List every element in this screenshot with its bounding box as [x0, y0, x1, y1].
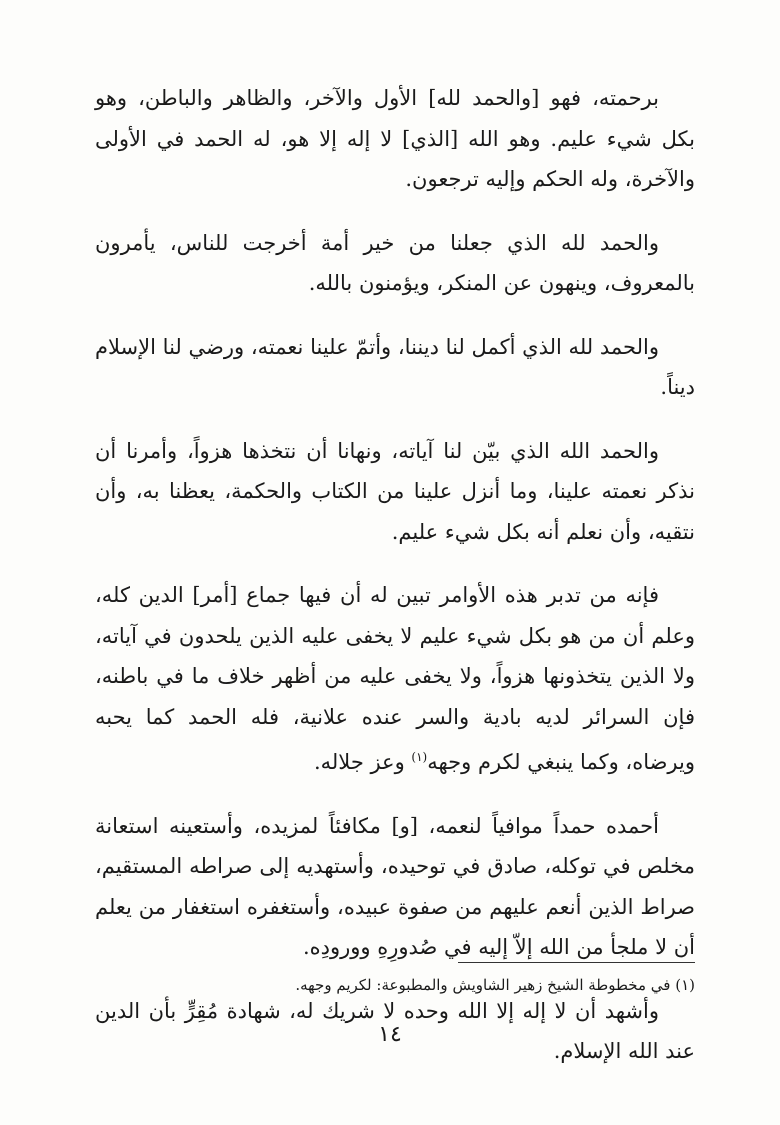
paragraph-5 — [95, 575, 695, 783]
paragraph-7: وأشهد أن لا إله إلا الله وحده لا شريك له، شهادة مُقِرٍّ بأن الدين عند الله الإسلام. — [95, 998, 695, 1063]
paragraph-5-text: فإنه من تدبر هذه الأوامر تبين له أن فيها جماع [أمر] الدين كله، وعلم أن من هو بكل شيء عليم لا يخفى عليه الذين يلحدون في آياته، ولا الذين يتخذونها هزواً، ولا يخفى عليه من أظهر خلاف ما في باطنه، فإن السرائر لديه بادية والسر عنده علانية، فله الحمد كما يحبه ويرضاه، وكما ينبغي لكرم وجهه — [95, 583, 695, 774]
page-number: ١٤ — [378, 1022, 402, 1047]
footnote-divider — [458, 962, 695, 963]
body-text — [95, 78, 695, 1095]
paragraph-4: والحمد الله الذي بيّن لنا آياته، ونهانا أن نتخذها هزواً، وأمرنا أن نذكر نعمته علينا، وما أنزل علينا من الكتاب والحكمة، يعظنا به، وأن نتقيه، وأن نعلم أنه بكل شيء عليم. — [95, 438, 695, 544]
paragraph-5-end: وعز جلاله. — [313, 750, 412, 774]
paragraph-3: والحمد لله الذي أكمل لنا ديننا، وأتمّ علينا نعمته، ورضي لنا الإسلام ديناً. — [95, 334, 695, 399]
paragraph-1: برحمته، فهو [والحمد لله] الأول والآخر، والظاهر والباطن، وهو بكل شيء عليم. وهو الله [الذي] لا إله إلا هو، له الحمد في الأولى والآخرة، وله الحكم وإليه ترجعون. — [95, 86, 695, 191]
paragraph-6: أحمده حمداً موافياً لنعمه، [و] مكافئاً لمزيده، وأستعينه استعانة مخلص في توكله، صادق في توحيده، وأستهديه إلى صراطه المستقيم، صراط الذين أنعم عليهم من صفوة عبيده، وأستغفره استغفار من يعلم أن لا ملجأ من الله إلاّ إليه في صُدورِهِ وورودِه. — [95, 813, 695, 959]
footnote-marker[interactable]: (١) — [411, 750, 428, 764]
footnote: (١) في مخطوطة الشيخ زهير الشاويش والمطبوعة: لكريم وجهه. — [295, 976, 695, 994]
paragraph-2: والحمد لله الذي جعلنا من خير أمة أخرجت للناس، يأمرون بالمعروف، وينهون عن المنكر، ويؤمنون بالله. — [95, 230, 695, 295]
